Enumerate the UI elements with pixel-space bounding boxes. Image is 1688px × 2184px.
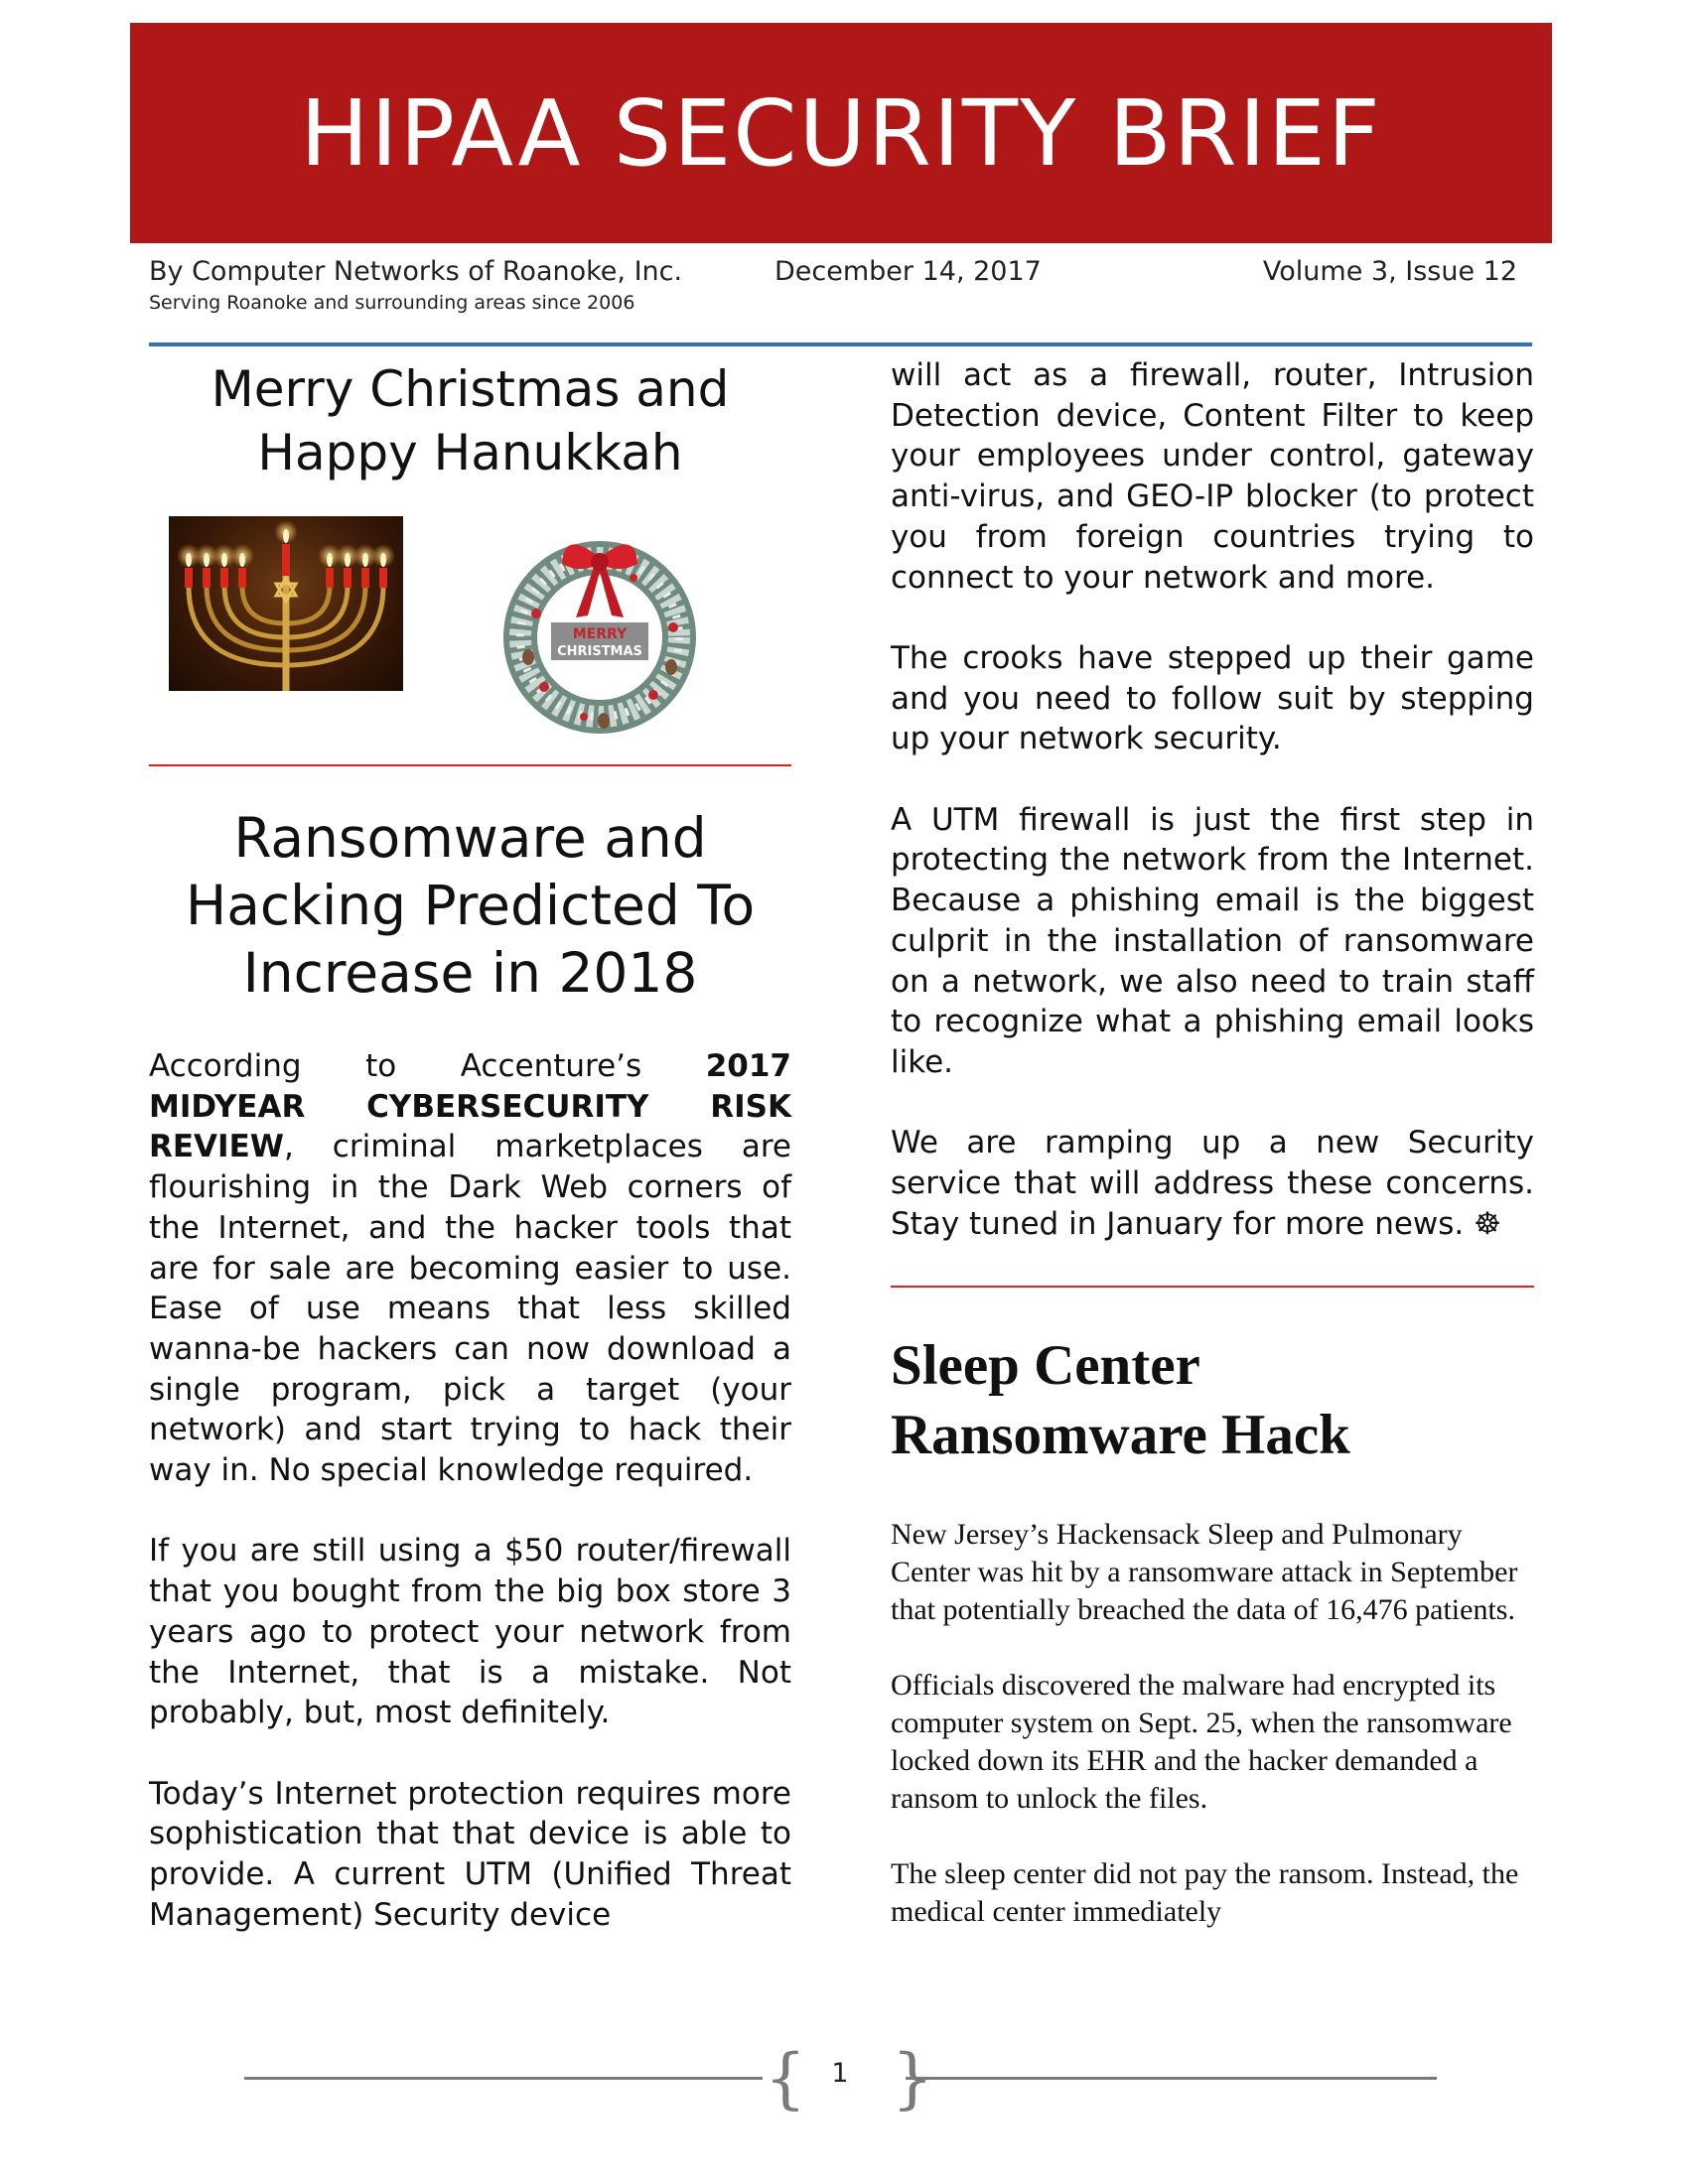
holiday-greeting	[149, 357, 791, 484]
sleep-title-line1: Sleep Center	[891, 1334, 1200, 1398]
sleep-paragraph-2: Officials discovered the malware had encrypted its computer system on Sept. 25, when the ransomware locked down its EHR and the hacker demanded a ransom to unlock the files.	[891, 1669, 1512, 1816]
tagline: Serving Roanoke and surrounding areas since 2006	[149, 292, 635, 314]
sleep-title-line2: Ransomware Hack	[891, 1404, 1350, 1467]
issue-date: December 14, 2017	[774, 256, 1042, 287]
footer-brace-left: {	[765, 2040, 806, 2116]
ransomware-paragraph-2: If you are still using a $50 router/firewall that you bought from the big box store 3 years ago to protect your network from the Internet, that is a mistake. Not probably, but, most definitely.	[149, 1533, 791, 1731]
ransomware-p1-body: , criminal marketplaces are flourishing in the Dark Web corners of the Internet, and the hacker tools that are for sale are becoming easier to use. Ease of use means that less skilled wanna-be hackers can now download a single program, pick a target (your network) and start trying to hack their way in. No special knowledge required.	[149, 1129, 791, 1489]
report-name: 2017 MIDYEAR CYBERSECURITY RISK REVIEW	[149, 1048, 791, 1165]
right-column	[891, 355, 1534, 1931]
section-divider	[149, 764, 791, 766]
christmas-wreath-image	[485, 518, 715, 739]
sleep-paragraph-1: New Jersey’s Hackensack Sleep and Pulmonary Center was hit by a ransomware attack in September that potentially breached the data of 16,476 patients.	[891, 1518, 1518, 1627]
page-number: 1	[831, 2058, 849, 2089]
newsletter-title: HIPAA SECURITY BRIEF	[300, 79, 1382, 187]
ransomware-title-line1: Ransomware and	[233, 806, 707, 870]
wreath-text-line1: MERRY	[572, 626, 628, 642]
footer-rule-left	[244, 2077, 763, 2080]
ransomware-p1-intro: According to Accenture’s	[149, 1048, 706, 1084]
sleep-paragraph-3: The sleep center did not pay the ransom. Instead, the medical center immediately	[891, 1857, 1519, 1929]
left-column	[149, 357, 791, 1935]
volume-issue: Volume 3, Issue 12	[1262, 256, 1517, 287]
ransomware-title-line3: Increase in 2018	[242, 941, 698, 1005]
ransomware-paragraph-3: Today’s Internet protection requires more sophistication that that device is able to provide. A current UTM (Unified Threat Management) Security device	[149, 1775, 791, 1933]
holiday-greeting-line1: Merry Christmas and	[211, 360, 730, 418]
holiday-images	[149, 516, 791, 745]
publisher-line: By Computer Networks of Roanoke, Inc.	[149, 256, 683, 287]
footer-brace-right: }	[892, 2040, 933, 2116]
footer-rule-right	[906, 2077, 1437, 2080]
sleep-center-article-title	[891, 1331, 1534, 1470]
ransomware-paragraph-6: A UTM firewall is just the first step in protecting the network from the Internet. Because a phishing email is the biggest culprit in the installation of ransomware on a network, we also need to train staff to recognize what a phishing email looks like.	[891, 801, 1534, 1080]
holiday-greeting-line2: Happy Hanukkah	[257, 424, 683, 481]
header-divider	[149, 342, 1532, 346]
wreath-text-line2: CHRISTMAS	[557, 644, 642, 659]
ransomware-paragraph-4: will act as a firewall, router, Intrusion Detection device, Content Filter to keep your employees under control, gateway anti-virus, and GEO-IP blocker (to protect you from foreign countries trying to connect to your network and more.	[891, 357, 1534, 596]
ransomware-paragraph-1	[149, 1046, 791, 1491]
menorah-image	[169, 516, 403, 691]
ransomware-paragraph-5: The crooks have stepped up their game and you need to follow suit by stepping up your network security.	[891, 639, 1534, 757]
section-divider	[891, 1286, 1534, 1288]
masthead-banner	[130, 23, 1552, 243]
ransomware-paragraph-7: We are ramping up a new Security service that will address these concerns. Stay tuned in January for more news. ☸	[891, 1125, 1534, 1242]
ransomware-article-title	[149, 804, 791, 1007]
ransomware-title-line2: Hacking Predicted To	[185, 874, 756, 937]
